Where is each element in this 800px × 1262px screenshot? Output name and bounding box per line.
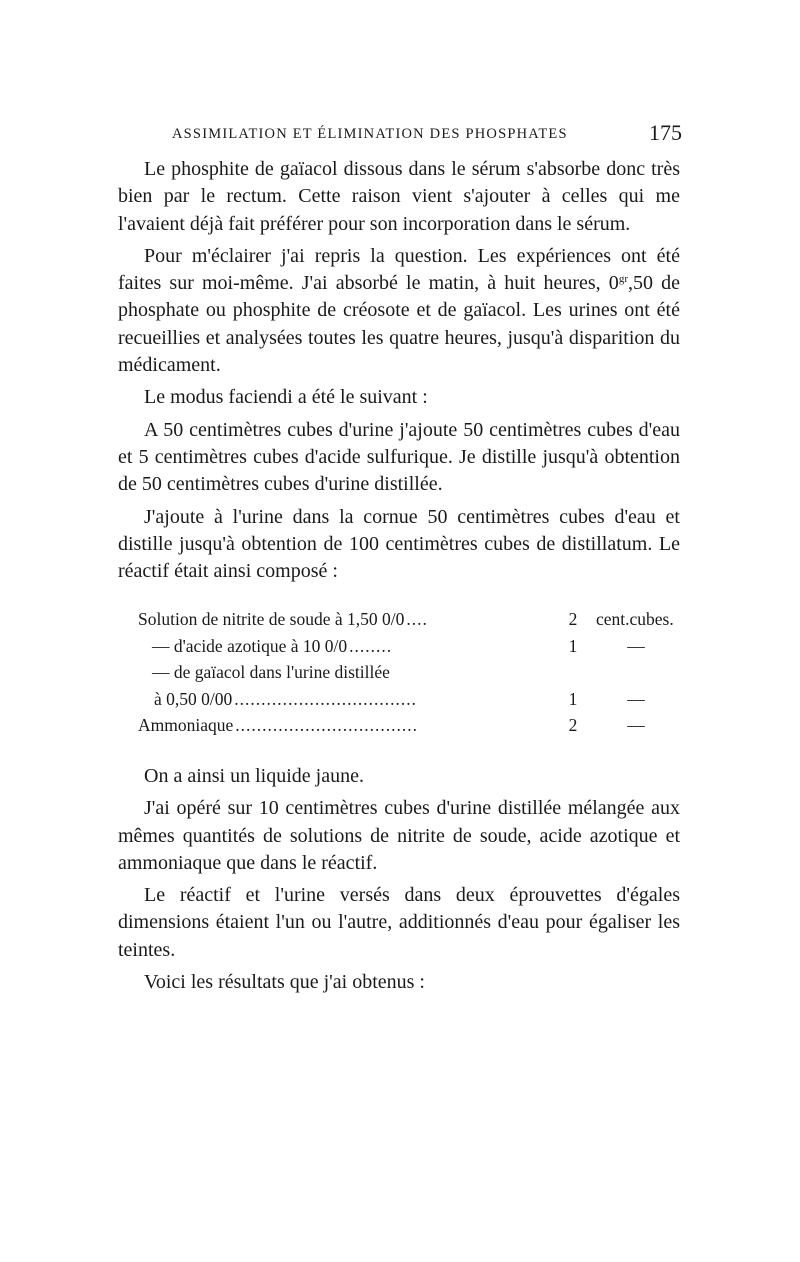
paragraph-6: On a ainsi un liquide jaune. bbox=[144, 764, 364, 787]
recipe-row-label: à 0,50 0/00 bbox=[154, 688, 233, 709]
gram-unit-superscript: gr bbox=[618, 273, 628, 286]
leader-dots: .................................. bbox=[234, 688, 418, 709]
paragraph-7: J'ai opéré sur 10 centimètres cubes d'urine distillée mélangée aux mêmes quantités de solutions de nitrite de soude, acide azotique et ammoniaque que dans le réactif. bbox=[118, 797, 680, 874]
reagent-recipe-table bbox=[138, 606, 676, 739]
recipe-row bbox=[138, 659, 676, 686]
recipe-row bbox=[138, 633, 676, 660]
body-text bbox=[118, 156, 680, 1001]
paragraph-1: Le phosphite de gaïacol dissous dans le sérum s'absorbe donc très bien par le rectum. Cette raison vient s'ajouter à celles qui me l'avaient déjà fait préférer pour son incorporation dans le sérum. bbox=[118, 158, 680, 235]
recipe-row bbox=[138, 686, 676, 713]
recipe-row-quantity: 2 bbox=[568, 715, 578, 736]
recipe-row-unit: — bbox=[627, 635, 645, 656]
leader-dots: .................................. bbox=[235, 715, 419, 736]
paragraph-3: Le modus faciendi a été le suivant : bbox=[144, 386, 428, 409]
recipe-row-quantity: 2 bbox=[568, 609, 578, 630]
paragraph-8: Le réactif et l'urine versés dans deux éprouvettes d'égales dimensions étaient l'un ou l'autre, additionnés d'eau pour égaliser les teintes. bbox=[118, 884, 680, 961]
recipe-row bbox=[138, 606, 676, 633]
recipe-row-unit: cent.cubes. bbox=[596, 609, 674, 630]
paragraph-2 bbox=[118, 243, 680, 379]
paragraph-2-start: Pour m'éclairer j'ai repris la question. Les expériences ont été faites sur moi-même. J'ai absorbé le matin, à huit heures, 0 bbox=[118, 244, 680, 295]
recipe-row-label: — d'acide azotique à 10 0/0 bbox=[152, 635, 348, 656]
paragraph-5: J'ajoute à l'urine dans la cornue 50 centimètres cubes d'eau et distille jusqu'à obtention de 100 centimètres cubes de distillatum. Le réactif était ainsi composé : bbox=[118, 505, 680, 583]
recipe-row bbox=[138, 712, 676, 739]
recipe-row-label: — de gaïacol dans l'urine distillée bbox=[152, 662, 390, 683]
leader-dots: ........ bbox=[349, 635, 393, 656]
running-head-title: ASSIMILATION ET ÉLIMINATION DES PHOSPHATES bbox=[172, 126, 568, 142]
recipe-row-quantity: 1 bbox=[568, 635, 578, 656]
page-number: 175 bbox=[649, 120, 682, 145]
paragraph-4: A 50 centimètres cubes d'urine j'ajoute 50 centimètres cubes d'eau et 5 centimètres cubes d'acide sulfurique. Je distille jusqu'à obtention de 50 centimètres cubes d'urine distillée. bbox=[118, 418, 680, 496]
paragraph-9: Voici les résultats que j'ai obtenus : bbox=[144, 971, 425, 994]
leader-dots: .... bbox=[406, 609, 428, 630]
running-head bbox=[172, 120, 682, 148]
recipe-row-label: Ammoniaque bbox=[138, 715, 234, 736]
recipe-row-label: Solution de nitrite de soude à 1,50 0/0 bbox=[138, 609, 405, 630]
paragraph-2-end: ,50 de phosphate ou phosphite de créosote et de gaïacol. Les urines ont été recueillies et analysées toutes les quatre heures, jusqu'à disparition du médicament. bbox=[118, 272, 680, 377]
recipe-row-unit: — bbox=[627, 688, 645, 709]
recipe-row-unit: — bbox=[627, 715, 645, 736]
recipe-row-quantity: 1 bbox=[568, 688, 578, 709]
